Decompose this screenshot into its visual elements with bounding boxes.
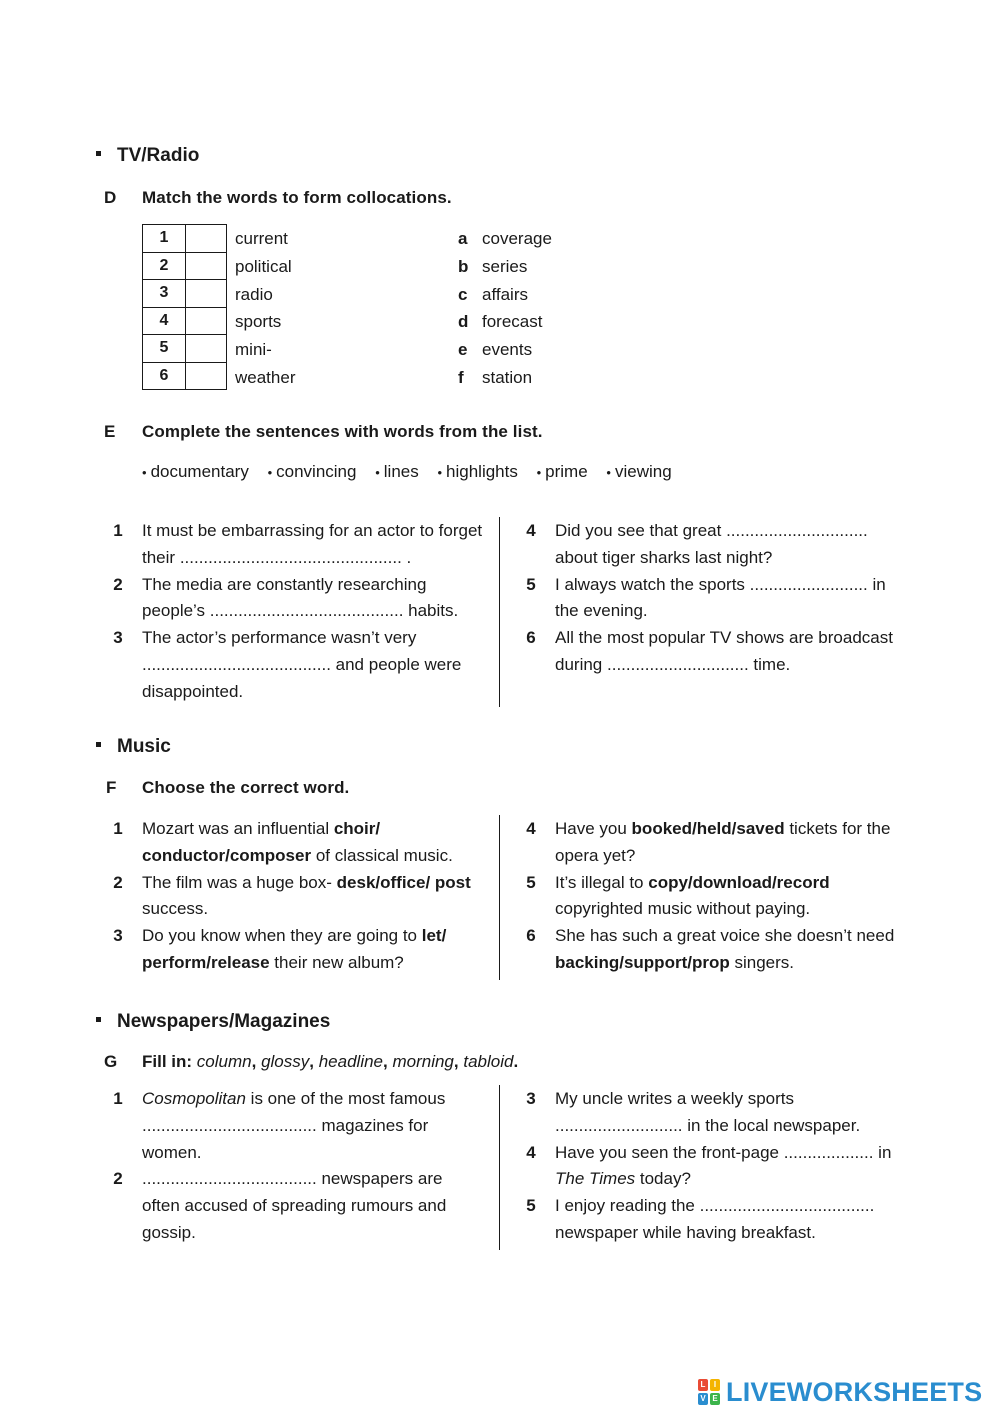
square-bullet-icon (96, 1017, 101, 1022)
column-divider (499, 815, 500, 980)
answer-box[interactable] (186, 225, 227, 253)
match-words-left: current political radio sports mini- weather (235, 229, 296, 387)
sentence-item: 2 The media are constantly researching people’s ......................................... habits. (113, 574, 459, 621)
table-row: 4 (143, 307, 227, 335)
sentence-item: 2 ..................................... newspapers are often accused of spreading rumours and gossip. (113, 1169, 447, 1242)
table-row: 6 (143, 362, 227, 390)
list-item: • prime (536, 462, 588, 481)
option-item: c affairs (458, 284, 528, 304)
table-row: 1 (143, 225, 227, 253)
sentence-item: 3 My uncle writes a weekly sports ........................... in the local newspaper. (526, 1089, 861, 1135)
section-title-newspapers: Newspapers/Magazines (96, 1011, 330, 1033)
answer-box[interactable] (186, 280, 227, 308)
sentence-item: 2 The film was a huge box- desk/office/ post success. (113, 872, 471, 919)
exercise-e-left-column (108, 518, 493, 706)
sentence-item: 5 I enjoy reading the ..................................... newspaper while having breakfast. (526, 1196, 875, 1242)
answer-box[interactable] (186, 362, 227, 390)
answer-box[interactable] (186, 335, 227, 363)
sentence-item: 4 Did you see that great .............................. about tiger sharks last night? (526, 521, 868, 567)
exercise-d-heading: D Match the words to form collocations. (104, 188, 452, 207)
liveworksheets-logo: L I V E LIVEWORKSHEETS (698, 1377, 982, 1407)
exercise-f-right-column (521, 816, 911, 977)
sentence-item: 1 Mozart was an influential choir/ conductor/composer of classical music. (113, 819, 453, 865)
answer-box[interactable] (186, 307, 227, 335)
sentence-item: 5 It’s illegal to copy/download/record copyrighted music without paying. (526, 872, 830, 919)
logo-mark-icon: L I V E (698, 1379, 720, 1405)
word-list (142, 462, 686, 482)
list-item: • convincing (267, 462, 357, 481)
sentence-item: 4 Have you seen the front-page ................... in The Times today? (526, 1142, 892, 1189)
table-row: 2 (143, 252, 227, 280)
square-bullet-icon (96, 742, 101, 747)
exercise-e-heading: E Complete the sentences with words from the list. (104, 422, 543, 441)
section-title-tv-radio: TV/Radio (96, 145, 199, 167)
exercise-g-left-column (108, 1086, 480, 1247)
match-options-right (458, 225, 552, 392)
option-item: f station (458, 367, 533, 387)
exercise-f-left-column (108, 816, 493, 977)
column-divider (499, 517, 500, 707)
matching-table (142, 224, 227, 390)
sentence-item: 1 It must be embarrassing for an actor to forget their ............................................... . (113, 521, 483, 567)
sentence-item: 6 All the most popular TV shows are broadcast during .............................. time. (526, 628, 893, 674)
exercise-e-right-column (521, 518, 911, 679)
table-row: 5 (143, 335, 227, 363)
list-item: • highlights (437, 462, 518, 481)
sentence-item: 6 She has such a great voice she doesn’t need backing/support/prop singers. (526, 926, 895, 972)
column-divider (499, 1085, 500, 1250)
exercise-g-right-column (521, 1086, 911, 1247)
option-item: d forecast (458, 312, 543, 332)
sentence-item: 4 Have you booked/held/saved tickets for the opera yet? (526, 819, 891, 865)
sentence-item: 1 Cosmopolitan is one of the most famous ..................................... magazines for women. (113, 1089, 446, 1162)
option-item: b series (458, 256, 528, 276)
answer-box[interactable] (186, 252, 227, 280)
section-title-music: Music (96, 736, 171, 758)
sentence-item: 3 Do you know when they are going to let/ perform/release their new album? (113, 926, 447, 972)
option-item: a coverage (458, 229, 552, 248)
list-item: • viewing (606, 462, 672, 481)
square-bullet-icon (96, 151, 101, 156)
list-item: • documentary (142, 462, 249, 481)
option-item: e events (458, 340, 533, 360)
list-item: • lines (375, 462, 419, 481)
table-row: 3 (143, 280, 227, 308)
sentence-item: 3 The actor’s performance wasn’t very ........................................ and people were disappointed. (113, 628, 462, 701)
exercise-f-heading: F Choose the correct word. (106, 778, 350, 797)
exercise-g-heading: G Fill in: column, glossy, headline, morning, tabloid. (104, 1052, 519, 1071)
sentence-item: 5 I always watch the sports ......................... in the evening. (526, 574, 886, 621)
